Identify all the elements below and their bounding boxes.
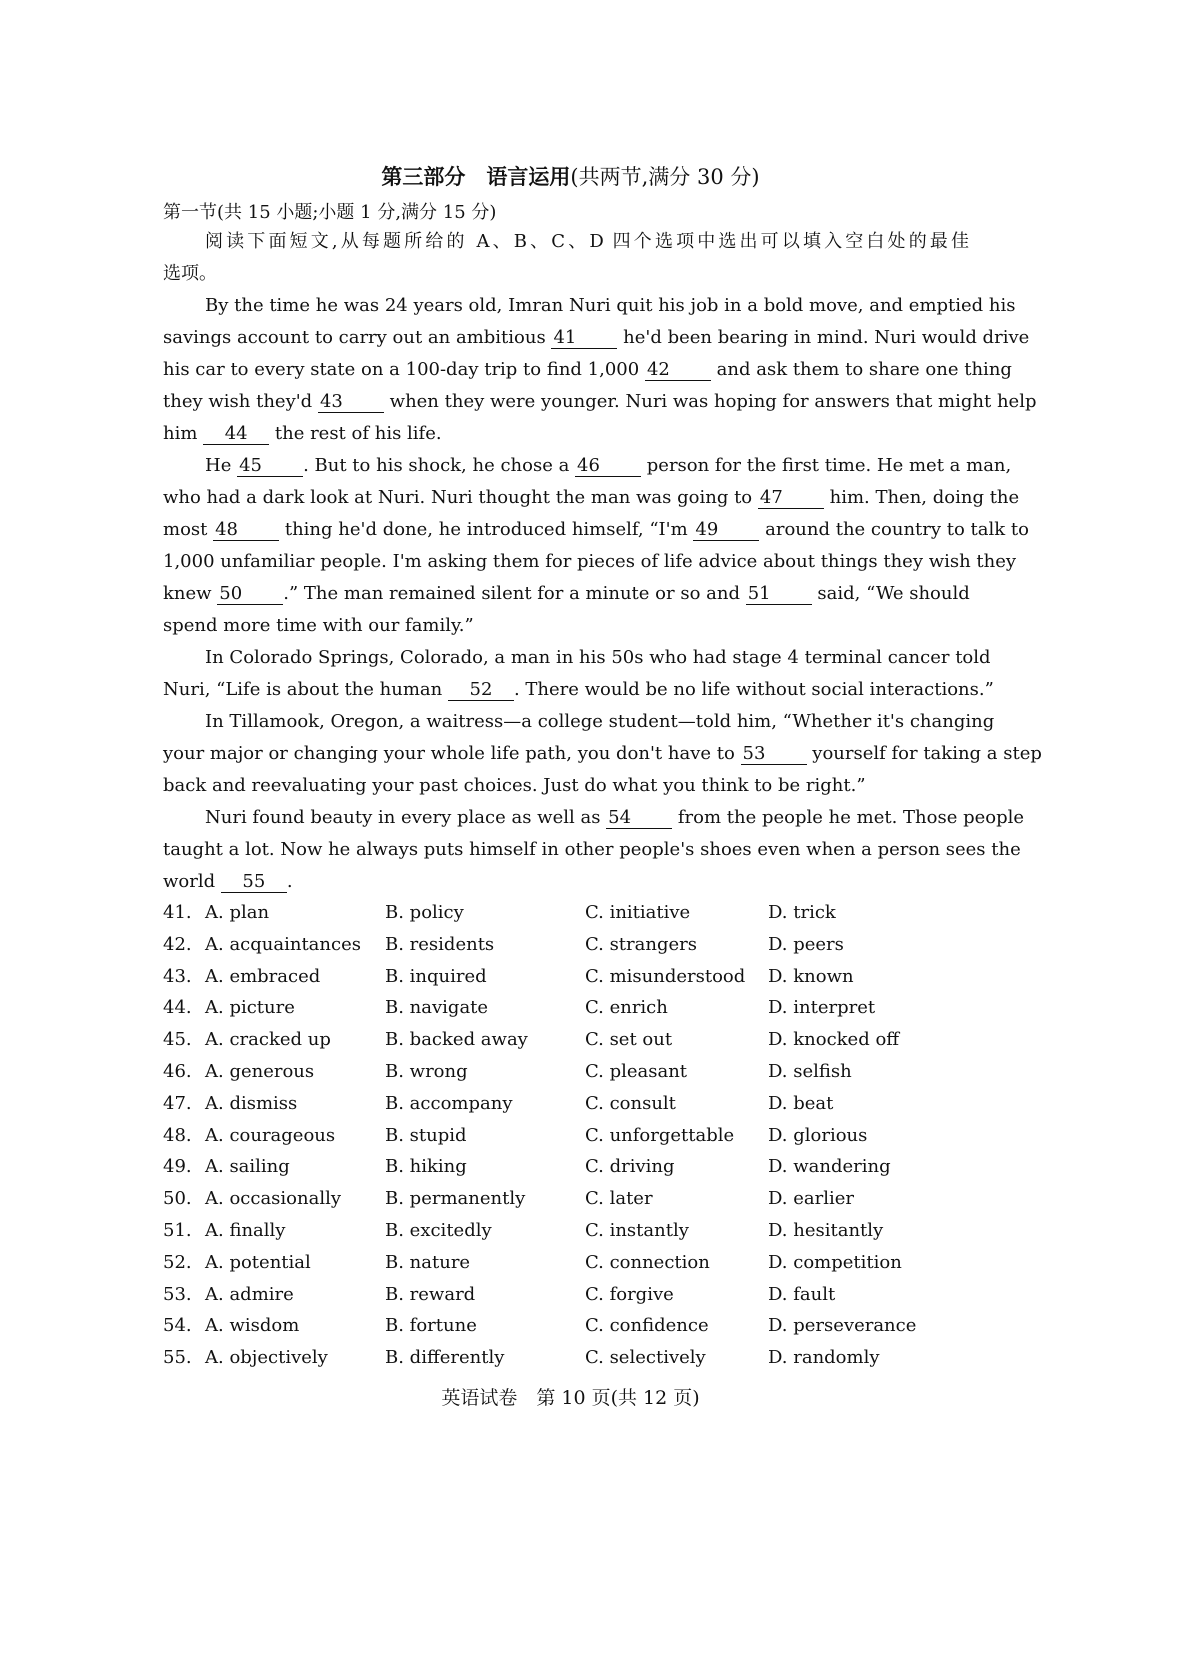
option-number: 41. <box>163 902 192 923</box>
option-number: 45. <box>163 1029 192 1051</box>
option-d: D. glorious <box>768 1124 868 1146</box>
option-d: D. perseverance <box>768 1315 917 1337</box>
option-number: 55. <box>163 1347 192 1369</box>
option-number: 53. <box>163 1283 192 1305</box>
option-b: B. policy <box>385 902 464 923</box>
blank-53: 53 <box>741 744 807 765</box>
option-d: D. randomly <box>768 1347 880 1369</box>
passage-line: Nuri, “Life is about the human 52 . There would be no life without social interactions.” <box>163 679 994 700</box>
blank-52: 52 <box>448 680 514 701</box>
option-d: D. trick <box>768 902 836 923</box>
option-c: C. initiative <box>585 902 691 923</box>
option-d: D. earlier <box>768 1188 854 1210</box>
blank-45: 45 <box>237 456 303 477</box>
option-a: A. generous <box>205 1061 315 1082</box>
blank-41: 41 <box>551 328 617 349</box>
option-number: 44. <box>163 997 192 1019</box>
blank-47: 47 <box>758 488 824 509</box>
option-b: B. fortune <box>385 1315 477 1337</box>
option-c: C. instantly <box>585 1220 689 1241</box>
option-b: B. residents <box>385 933 495 955</box>
option-b: B. differently <box>385 1347 505 1369</box>
option-d: D. hesitantly <box>768 1220 884 1241</box>
blank-42: 42 <box>645 360 711 381</box>
passage-line: most 48 thing he'd done, he introduced himself, “I'm 49 around the country to talk to <box>163 519 1029 540</box>
option-c: C. strangers <box>585 933 697 955</box>
passage-line: Nuri found beauty in every place as well as 54 from the people he met. Those people <box>205 807 1025 828</box>
option-d: D. known <box>768 965 854 987</box>
option-a: A. sailing <box>205 1156 290 1178</box>
blank-54: 54 <box>606 808 672 829</box>
passage-line: spend more time with our family.” <box>163 615 474 636</box>
option-a: A. acquaintances <box>205 933 361 955</box>
option-d: D. selfish <box>768 1061 852 1082</box>
option-a: A. potential <box>205 1251 311 1273</box>
passage-line: they wish they'd 43 when they were younger. Nuri was hoping for answers that might help <box>163 391 1037 412</box>
blank-46: 46 <box>575 456 641 477</box>
option-b: B. wrong <box>385 1061 468 1082</box>
option-number: 48. <box>163 1124 192 1146</box>
option-a: A. wisdom <box>205 1315 300 1337</box>
passage-line: 1,000 unfamiliar people. I'm asking them for pieces of life advice about things they wish they <box>163 551 1017 572</box>
blank-44: 44 <box>203 424 269 445</box>
option-b: B. permanently <box>385 1188 526 1210</box>
option-b: B. accompany <box>385 1092 513 1114</box>
part-title-main: 第三部分 语言运用 <box>381 164 571 189</box>
option-a: A. embraced <box>205 965 321 987</box>
option-a: A. objectively <box>205 1347 328 1369</box>
blank-55: 55 <box>221 872 287 893</box>
option-b: B. reward <box>385 1283 476 1305</box>
option-c: C. connection <box>585 1251 710 1273</box>
option-number: 49. <box>163 1156 192 1178</box>
option-b: B. excitedly <box>385 1220 492 1241</box>
option-number: 43. <box>163 965 192 987</box>
option-number: 52. <box>163 1251 192 1273</box>
option-d: D. fault <box>768 1283 836 1305</box>
option-c: C. selectively <box>585 1347 706 1369</box>
blank-49: 49 <box>693 520 759 541</box>
option-number: 50. <box>163 1188 192 1210</box>
passage-line: In Colorado Springs, Colorado, a man in his 50s who had stage 4 terminal cancer told <box>205 647 991 668</box>
part-title-note: (共两节,满分 30 分) <box>570 165 760 189</box>
passage-line: his car to every state on a 100-day trip to find 1,000 42 and ask them to share one thing <box>163 359 1012 380</box>
option-c: C. confidence <box>585 1315 709 1337</box>
blank-51: 51 <box>746 584 812 605</box>
option-d: D. peers <box>768 933 844 955</box>
option-a: A. admire <box>205 1283 294 1305</box>
instruction-line: 选项。 <box>163 263 217 284</box>
option-number: 47. <box>163 1092 192 1114</box>
blank-48: 48 <box>213 520 279 541</box>
option-c: C. set out <box>585 1029 673 1051</box>
passage-line: your major or changing your whole life path, you don't have to 53 yourself for taking a step <box>163 743 1042 764</box>
option-c: C. forgive <box>585 1283 674 1305</box>
section-title: 第一节(共 15 小题;小题 1 分,满分 15 分) <box>163 202 497 223</box>
option-c: C. consult <box>585 1092 676 1114</box>
option-d: D. knocked off <box>768 1029 900 1051</box>
option-a: A. occasionally <box>205 1188 342 1210</box>
passage-line: He 45 . But to his shock, he chose a 46 person for the first time. He met a man, <box>205 455 1012 476</box>
option-b: B. stupid <box>385 1124 467 1146</box>
option-c: C. later <box>585 1188 653 1210</box>
option-a: A. finally <box>205 1220 286 1241</box>
option-b: B. inquired <box>385 965 487 987</box>
option-b: B. backed away <box>385 1029 528 1051</box>
option-d: D. interpret <box>768 997 876 1019</box>
option-a: A. dismiss <box>205 1092 298 1114</box>
passage-line: In Tillamook, Oregon, a waitress—a college student—told him, “Whether it's changing <box>205 711 995 732</box>
option-number: 51. <box>163 1220 192 1241</box>
blank-50: 50 <box>217 584 283 605</box>
passage-line: back and reevaluating your past choices. Just do what you think to be right.” <box>163 775 866 796</box>
passage-line: knew 50 .” The man remained silent for a minute or so and 51 said, “We should <box>163 583 970 604</box>
part-title <box>0 161 1141 191</box>
option-d: D. competition <box>768 1251 902 1273</box>
option-b: B. navigate <box>385 997 489 1019</box>
option-c: C. unforgettable <box>585 1124 735 1146</box>
option-number: 54. <box>163 1315 192 1337</box>
passage-line: who had a dark look at Nuri. Nuri thought the man was going to 47 him. Then, doing the <box>163 487 1020 508</box>
passage-line: taught a lot. Now he always puts himself in other people's shoes even when a person sees the <box>163 839 1021 860</box>
option-a: A. picture <box>205 997 295 1019</box>
passage-line: him 44 the rest of his life. <box>163 423 442 444</box>
instruction-line: 阅读下面短文,从每题所给的 A、B、C、D 四个选项中选出可以填入空白处的最佳 <box>205 231 969 252</box>
option-d: D. beat <box>768 1092 834 1114</box>
option-c: C. driving <box>585 1156 675 1178</box>
option-b: B. nature <box>385 1251 471 1273</box>
option-c: C. enrich <box>585 997 668 1019</box>
passage-line: world 55 . <box>163 871 293 892</box>
option-c: C. pleasant <box>585 1061 688 1082</box>
option-a: A. cracked up <box>205 1029 331 1051</box>
page-footer: 英语试卷 第 10 页(共 12 页) <box>441 1387 700 1409</box>
option-d: D. wandering <box>768 1156 891 1178</box>
blank-43: 43 <box>318 392 384 413</box>
option-c: C. misunderstood <box>585 965 746 987</box>
option-b: B. hiking <box>385 1156 467 1178</box>
option-number: 42. <box>163 933 192 955</box>
passage-line: savings account to carry out an ambitious 41 he'd been bearing in mind. Nuri would drive <box>163 327 1030 348</box>
option-number: 46. <box>163 1061 192 1082</box>
option-a: A. courageous <box>205 1124 336 1146</box>
passage-line: By the time he was 24 years old, Imran Nuri quit his job in a bold move, and emptied his <box>205 295 1016 316</box>
option-a: A. plan <box>205 902 270 923</box>
